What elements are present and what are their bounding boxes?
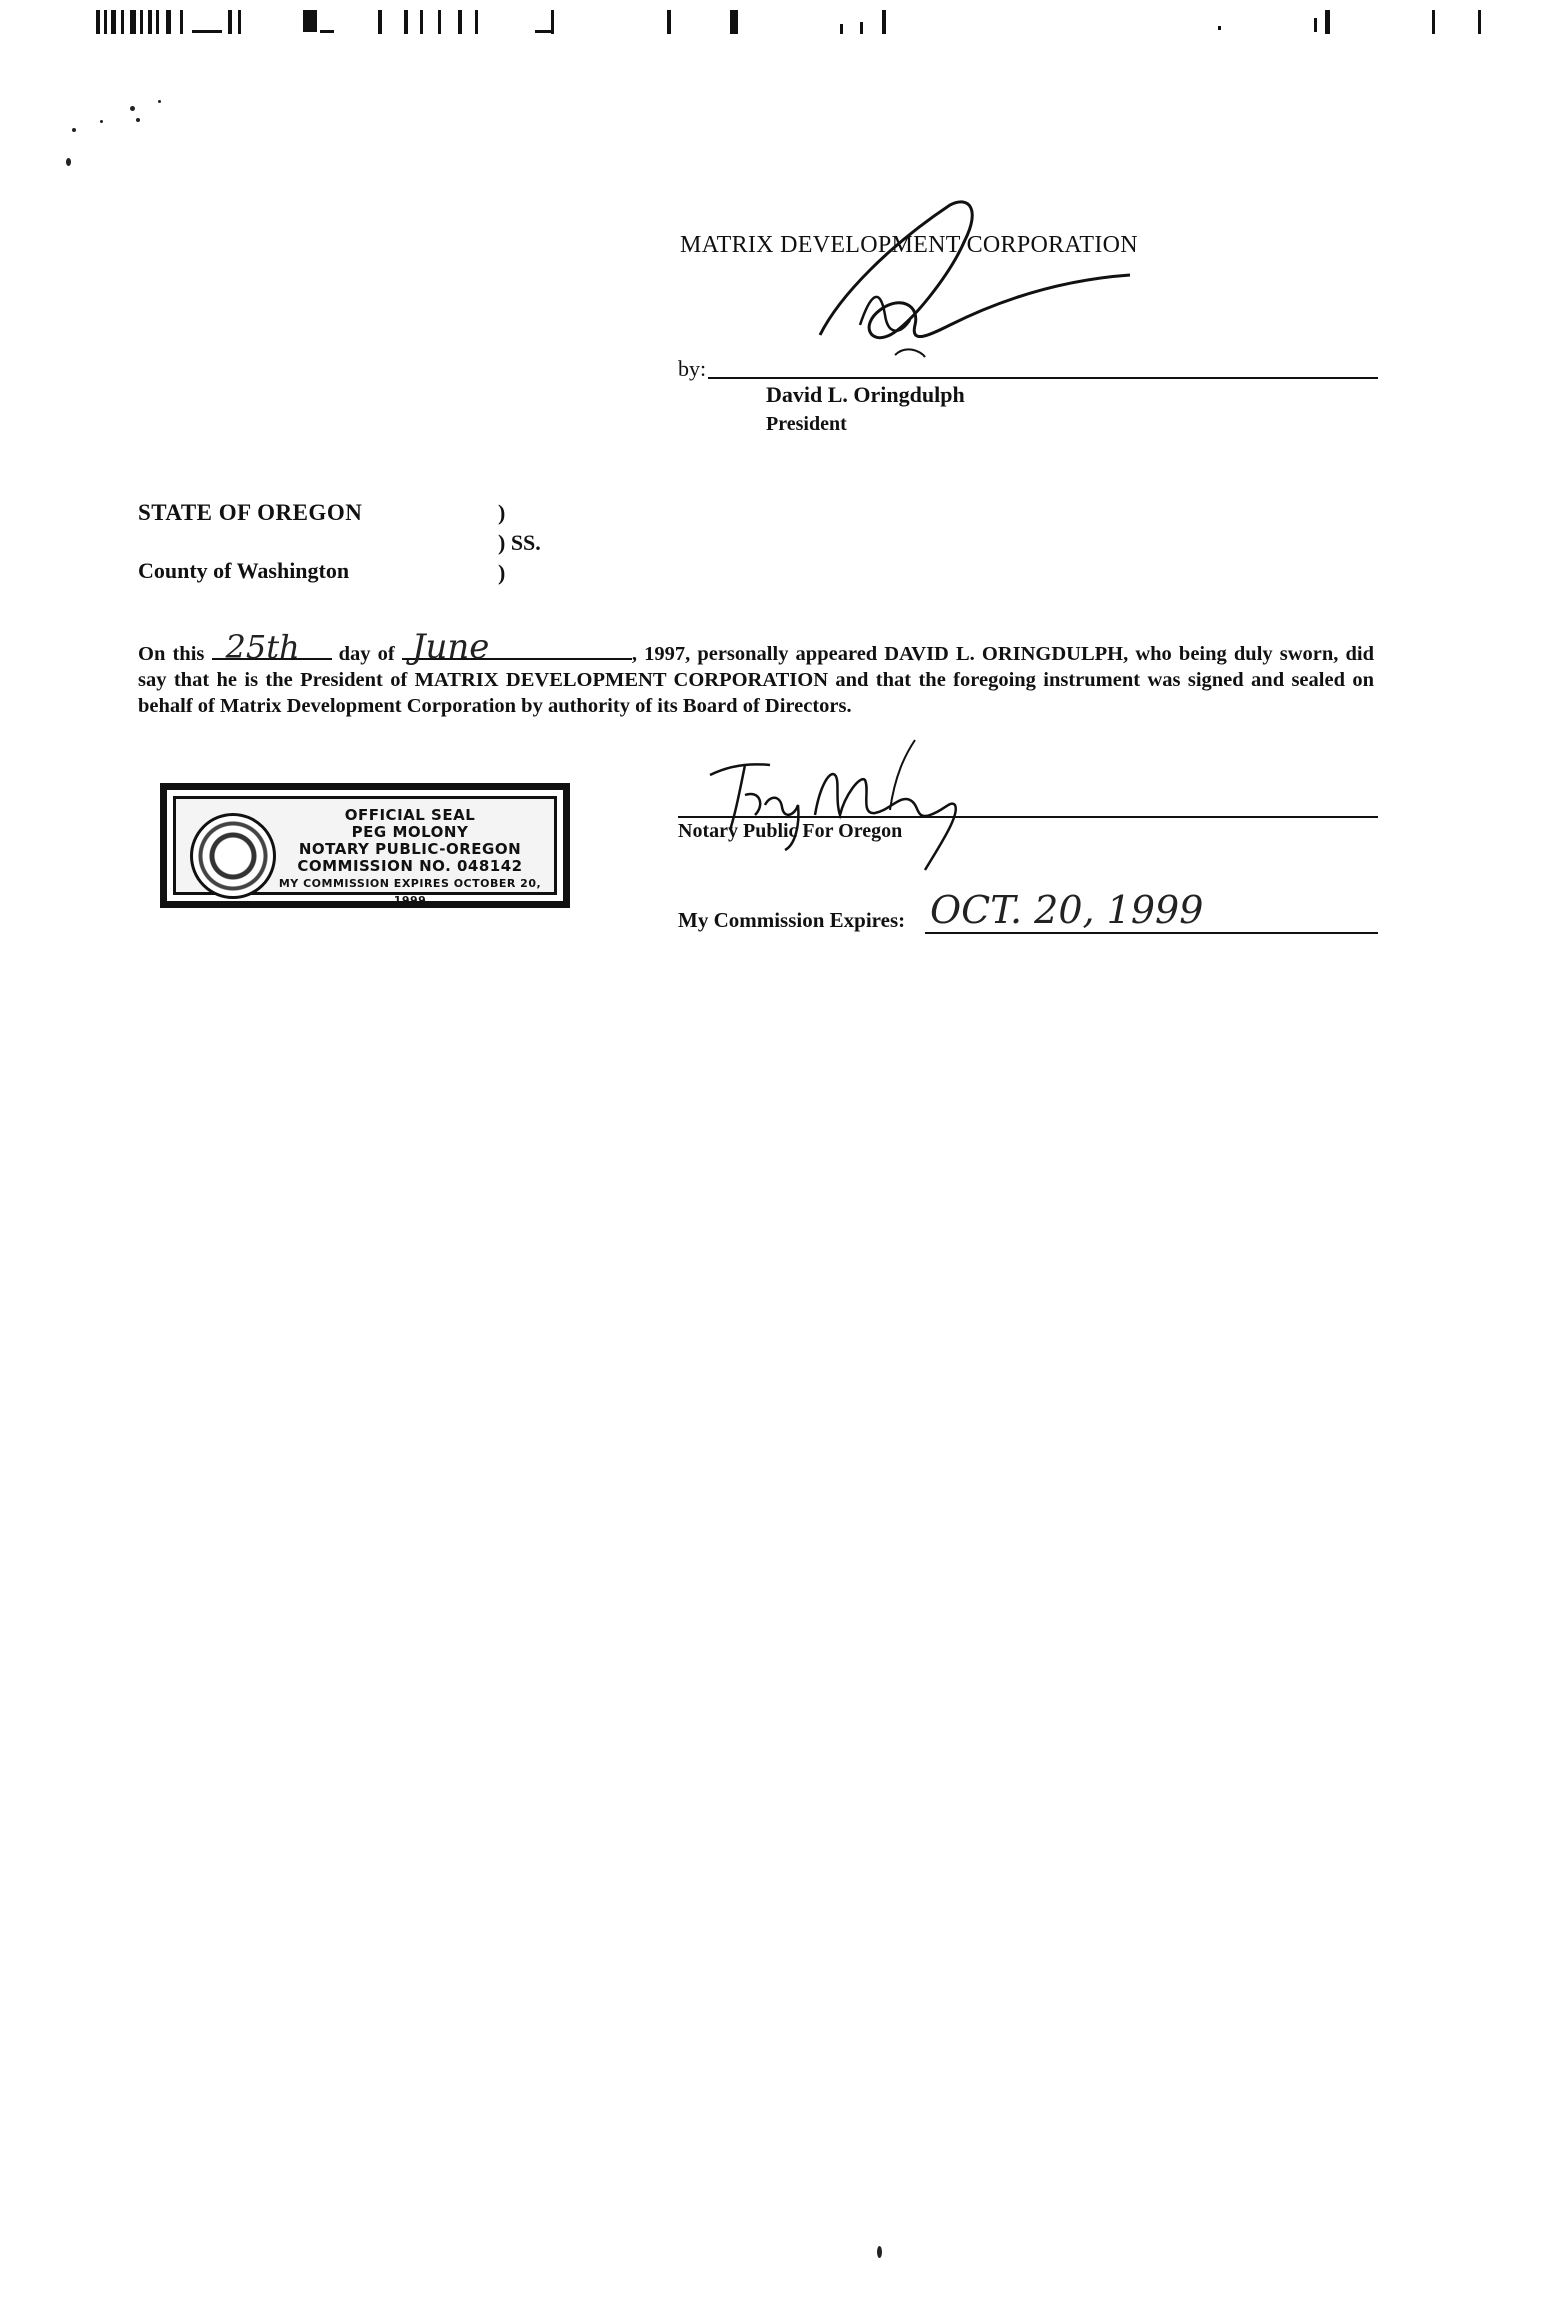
day-blank [212, 628, 332, 666]
signer-title: President [766, 413, 847, 435]
ack-text-start: On this [138, 643, 205, 665]
ack-text-body: , 1997, personally appeared DAVID L. ORINGDULPH, who being duly sworn, did say that he is the President of MATRIX DEVELOPMENT CORPORATION and that the foregoing instrument was signed and sealed on behalf of Matrix Development Corporation by authority of its Board of Directors. [138, 643, 1375, 717]
seal-line-5: MY COMMISSION EXPIRES OCTOBER 20, 1999 [278, 877, 542, 907]
commission-expires-label: My Commission Expires: [678, 908, 906, 932]
state-venue: STATE OF OREGON [138, 500, 363, 525]
notary-signature [700, 735, 970, 875]
month-blank [402, 627, 632, 667]
ack-text-mid: day of [338, 643, 395, 665]
company-name: MATRIX DEVELOPMENT CORPORATION [680, 232, 1138, 258]
notary-public-label: Notary Public For Oregon [678, 820, 903, 842]
notary-seal-stamp [160, 783, 570, 908]
commission-expires-handwritten: OCT. 20, 1999 [930, 888, 1204, 932]
seal-line-1: OFFICIAL SEAL [344, 806, 476, 824]
venue-bracket-3: ) [498, 560, 506, 585]
day-handwritten: 25th [225, 628, 300, 666]
state-seal-emblem [190, 813, 276, 899]
county-venue: County of Washington [138, 558, 350, 583]
president-signature [800, 185, 1140, 385]
month-handwritten: June [411, 627, 490, 667]
seal-line-3: NOTARY PUBLIC-OREGON [298, 840, 522, 858]
seal-line-2: PEG MOLONY [351, 823, 469, 841]
signer-name: David L. Oringdulph [766, 382, 965, 407]
seal-text-block [276, 807, 544, 909]
acknowledgment-paragraph [138, 627, 1375, 719]
signature-line [708, 377, 1378, 379]
seal-line-4: COMMISSION NO. 048142 [297, 857, 523, 875]
by-label: by: [678, 356, 707, 381]
venue-bracket-ss: ) SS. [498, 530, 541, 555]
notary-signature-line [678, 816, 1378, 818]
commission-expires-line [925, 932, 1378, 934]
seal-border [173, 796, 557, 907]
venue-bracket-1: ) [498, 500, 506, 525]
